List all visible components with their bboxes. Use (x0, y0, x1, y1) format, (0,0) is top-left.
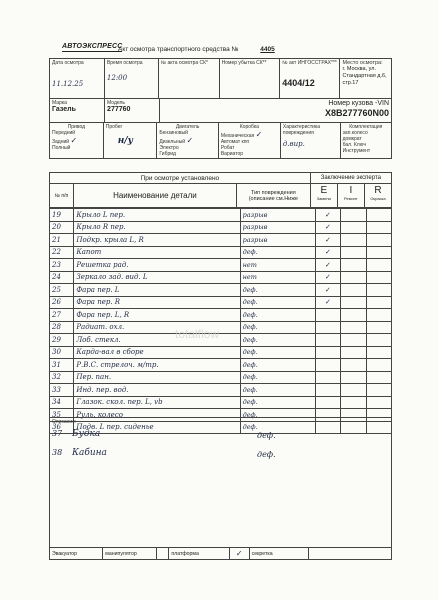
row-damage-type: деф. (240, 334, 315, 347)
footer-item-evacuator: Эвакуатор (50, 548, 103, 560)
model-label: Модель (107, 100, 125, 106)
gearbox-item-robot: Робат (220, 145, 235, 151)
spec-table (49, 122, 392, 159)
footer-platform-check (229, 548, 249, 560)
row-e-mark (315, 371, 340, 384)
row-damage-type: разрыв (240, 234, 315, 247)
row-part-name: Руль. колесо (74, 409, 240, 422)
damage-row (50, 359, 392, 372)
probeg-cell (103, 123, 157, 159)
row-part-name: Фара пер. L, R (74, 309, 240, 322)
engine-item-hybrid: Гибрид (159, 151, 176, 157)
row-damage-type: разрыв (240, 209, 315, 222)
probeg-label: Пробег (105, 124, 123, 130)
row-r-mark (366, 259, 391, 272)
loss-number-cell (219, 59, 280, 99)
platform-check-icon: ✓ (235, 549, 243, 558)
row-number: 22 (50, 246, 74, 259)
row-number: 25 (50, 284, 74, 297)
row-part-name: Глазок. скол. пер. L, vb (74, 396, 240, 409)
row-part-name: Фара пер. L (74, 284, 240, 297)
row-e-mark: ✓ (315, 209, 340, 222)
row-r-mark (366, 234, 391, 247)
row-e-mark: ✓ (315, 234, 340, 247)
row-r-mark (366, 296, 391, 309)
document-title (118, 46, 275, 53)
damage-rows (50, 209, 392, 434)
row-i-mark (341, 384, 366, 397)
row-part-name: Крыло L пер. (74, 209, 240, 222)
description-line-number: 38 (52, 448, 63, 457)
row-e-mark: ✓ (315, 221, 340, 234)
description-line-name: Кабина (72, 448, 107, 458)
row-part-name: Подв. L пер. сиденье (74, 421, 240, 434)
kit-item-tools: Инструмент (342, 148, 371, 154)
col-i-letter: I (349, 185, 353, 196)
row-i-mark (341, 334, 366, 347)
drive-item-front: Передний (52, 130, 76, 136)
description-line-type: деф. (257, 450, 276, 459)
gearbox-title: Коробка (239, 124, 259, 130)
damage-row (50, 284, 392, 297)
damage-row (50, 396, 392, 409)
row-damage-type: деф. (240, 384, 315, 397)
place-value: г. Москва, ул. Стандартная д.6, стр.17 (342, 66, 387, 86)
expert-title: Заключение эксперта (310, 173, 391, 184)
row-r-mark (366, 221, 391, 234)
engine-item-diesel: Дизельный ✓ (159, 136, 194, 145)
row-e-mark: ✓ (315, 246, 340, 259)
damage-row (50, 246, 392, 259)
col-r-header (364, 184, 391, 208)
col-r-letter: R (374, 185, 382, 196)
drive-rear-check-icon: ✓ (70, 136, 78, 145)
col-i-sub: Ремонт (343, 196, 358, 201)
description-cell (50, 418, 392, 548)
model-cell (105, 99, 160, 123)
engine-item-electro: Электро (159, 145, 179, 151)
gearbox-item-manual: Механическая ✓ (220, 130, 263, 139)
make-label: Марка (52, 100, 67, 106)
drive-item-full: Полный (52, 145, 71, 151)
damage-row (50, 259, 392, 272)
row-damage-type: разрыв (240, 221, 315, 234)
row-e-mark: ✓ (315, 271, 340, 284)
gearbox-manual-check-icon: ✓ (255, 130, 263, 139)
row-number: 29 (50, 334, 74, 347)
damage-row (50, 334, 392, 347)
damage-row (50, 384, 392, 397)
row-damage-type: деф. (240, 396, 315, 409)
row-damage-type: деф. (240, 346, 315, 359)
row-r-mark (366, 209, 391, 222)
place-label: Место осмотра: (342, 60, 383, 66)
drive-cell (50, 123, 104, 159)
row-part-name: Радиат. охл. (74, 321, 240, 334)
row-r-mark (366, 371, 391, 384)
row-r-mark (366, 346, 391, 359)
time-cell (104, 59, 158, 99)
damage-row (50, 309, 392, 322)
row-part-name: Карда-вал в сборе (74, 346, 240, 359)
row-number: 27 (50, 309, 74, 322)
row-i-mark (341, 221, 366, 234)
kit-title: Комплектация (349, 124, 383, 130)
col-e-letter: E (320, 185, 328, 196)
col-r-sub: Окраска (370, 196, 386, 201)
character-cell (280, 123, 340, 159)
make-value: Газель (52, 106, 76, 113)
drive-title: Привод (67, 124, 86, 130)
vin-label: Номер кузова -VIN (328, 100, 389, 107)
row-e-mark: ✓ (315, 296, 340, 309)
row-i-mark (341, 209, 366, 222)
row-r-mark (366, 334, 391, 347)
row-number: 28 (50, 321, 74, 334)
description-line-name: Будка (72, 429, 101, 439)
drive-item-rear: Задний ✓ (52, 136, 78, 145)
engine-item-petrol: Бензиновый (159, 130, 188, 136)
row-r-mark (366, 321, 391, 334)
loss-number-label: Номер убытка СК** (221, 60, 267, 66)
footer-box-1 (157, 548, 169, 560)
col-number-header: № п/п (50, 184, 74, 208)
col-i-header (337, 184, 364, 208)
footer-table (49, 547, 392, 560)
description-line (52, 427, 389, 444)
kit-cell (340, 123, 391, 159)
row-number: 30 (50, 346, 74, 359)
row-part-name: Зеркало зад. вид. L (74, 271, 240, 284)
description-label: Описание: (52, 419, 77, 425)
row-part-name: Лоб. стекл. (74, 334, 240, 347)
row-damage-type: деф. (240, 421, 315, 434)
vehicle-table (49, 98, 392, 123)
row-r-mark (366, 246, 391, 259)
row-r-mark (366, 271, 391, 284)
time-value: 12:00 (106, 74, 128, 82)
row-damage-type: деф. (240, 246, 315, 259)
row-number: 32 (50, 371, 74, 384)
gearbox-cell (218, 123, 280, 159)
row-damage-type: деф. (240, 296, 315, 309)
row-e-mark (315, 334, 340, 347)
row-i-mark (341, 309, 366, 322)
row-number: 20 (50, 221, 74, 234)
damage-row (50, 221, 392, 234)
row-i-mark (341, 321, 366, 334)
make-cell (50, 99, 105, 123)
act-number: 4405 (260, 46, 275, 53)
place-cell (340, 59, 392, 99)
gearbox-item-auto: Автомат кпп (220, 139, 250, 145)
company-logo: АВТОЭКСПРЕСС (62, 43, 123, 50)
row-number: 23 (50, 259, 74, 272)
col-e-sub: Замена (316, 196, 331, 201)
character-title: Характеристика повреждения (282, 124, 321, 136)
damage-row (50, 321, 392, 334)
model-value: 277760 (107, 106, 131, 113)
row-number: 34 (50, 396, 74, 409)
footer-item-platform: платформа (169, 548, 230, 560)
description-line-number: 37 (52, 429, 63, 438)
row-e-mark: ✓ (315, 284, 340, 297)
row-e-mark: ✓ (315, 259, 340, 272)
damage-row (50, 234, 392, 247)
date-label: Дата осмотра (52, 60, 84, 66)
row-i-mark (341, 246, 366, 259)
row-r-mark (366, 309, 391, 322)
row-part-name: Фара пер. R (74, 296, 240, 309)
col-type-header: Тип повреждения (описание см.Ниже (236, 184, 310, 208)
section-title: При осмотре установлено (50, 173, 311, 184)
probeg-value: н/у (117, 136, 133, 146)
time-label: Время осмотра (106, 60, 143, 66)
row-number: 36 (50, 421, 74, 434)
vin-value: X8B277760N00 (324, 108, 389, 118)
engine-title: Двигатель (175, 124, 200, 130)
row-damage-type: деф. (240, 359, 315, 372)
row-part-name: Инд. пер. вод. (74, 384, 240, 397)
act-number-cell (280, 59, 340, 99)
row-part-name: Решетка рад. (74, 259, 240, 272)
sk-act-label: № акта осмотра СК* (160, 60, 208, 66)
row-number: 31 (50, 359, 74, 372)
row-i-mark (341, 371, 366, 384)
damage-row (50, 271, 392, 284)
row-damage-type: деф. (240, 284, 315, 297)
damage-rows-table (49, 208, 392, 434)
row-i-mark (341, 296, 366, 309)
row-i-mark (341, 234, 366, 247)
row-i-mark (341, 284, 366, 297)
title-text: Акт осмотра транспортного средства № (118, 46, 239, 53)
damage-row (50, 346, 392, 359)
row-i-mark (341, 346, 366, 359)
row-e-mark (315, 346, 340, 359)
row-e-mark (315, 396, 340, 409)
row-e-mark (315, 309, 340, 322)
row-i-mark (341, 259, 366, 272)
damage-header-table (49, 172, 392, 208)
row-i-mark (341, 271, 366, 284)
row-damage-type: нет (240, 271, 315, 284)
row-i-mark (341, 396, 366, 409)
kit-item-jack: домкрат (342, 136, 362, 142)
row-part-name: Капот (74, 246, 240, 259)
sk-act-cell (158, 59, 219, 99)
kit-item-spare: зап.колесо (342, 130, 368, 136)
row-part-name: Пер. пан. (74, 371, 240, 384)
description-lines (52, 427, 389, 463)
character-value: д.вир. (282, 140, 305, 148)
row-part-name: Р.В.С. стрелоч. м/тр. (74, 359, 240, 372)
col-name-header: Наименование детали (73, 184, 236, 208)
row-part-name: Подкр. крыла L, R (74, 234, 240, 247)
row-e-mark (315, 384, 340, 397)
row-damage-type: деф. (240, 321, 315, 334)
row-damage-type: нет (240, 259, 315, 272)
date-cell (50, 59, 105, 99)
row-r-mark (366, 396, 391, 409)
row-number: 33 (50, 384, 74, 397)
footer-box-2 (309, 548, 392, 560)
date-value: 11.12.25 (52, 80, 84, 88)
row-i-mark (341, 359, 366, 372)
gearbox-item-cvt: Вариатор (220, 151, 243, 157)
description-table (49, 417, 392, 548)
row-e-mark (315, 321, 340, 334)
footer-item-secret: секретка (249, 548, 309, 560)
row-damage-type: деф. (240, 371, 315, 384)
row-part-name: Крыло R пер. (74, 221, 240, 234)
row-number: 26 (50, 296, 74, 309)
row-r-mark (366, 284, 391, 297)
row-number: 35 (50, 409, 74, 422)
footer-item-manipulator: манипулятор (103, 548, 157, 560)
kit-item-wrench: бал. Ключ (342, 142, 366, 148)
row-number: 24 (50, 271, 74, 284)
row-r-mark (366, 359, 391, 372)
row-number: 19 (50, 209, 74, 222)
watermark: totalflow (175, 327, 220, 341)
act-number-value: 4404/12 (282, 78, 315, 88)
col-e-header (310, 184, 337, 208)
damage-row (50, 296, 392, 309)
description-line (52, 446, 389, 463)
row-e-mark (315, 359, 340, 372)
damage-row (50, 209, 392, 222)
vin-cell (160, 99, 392, 123)
row-r-mark (366, 384, 391, 397)
engine-diesel-check-icon: ✓ (186, 136, 194, 145)
row-damage-type: деф. (240, 409, 315, 422)
damage-row (50, 371, 392, 384)
act-number-label: № акт ИНГОССТРАХ*** (282, 60, 337, 66)
engine-cell (157, 123, 218, 159)
row-number: 21 (50, 234, 74, 247)
row-damage-type: деф. (240, 309, 315, 322)
info-table (49, 58, 392, 99)
description-line-type: деф. (257, 431, 276, 440)
